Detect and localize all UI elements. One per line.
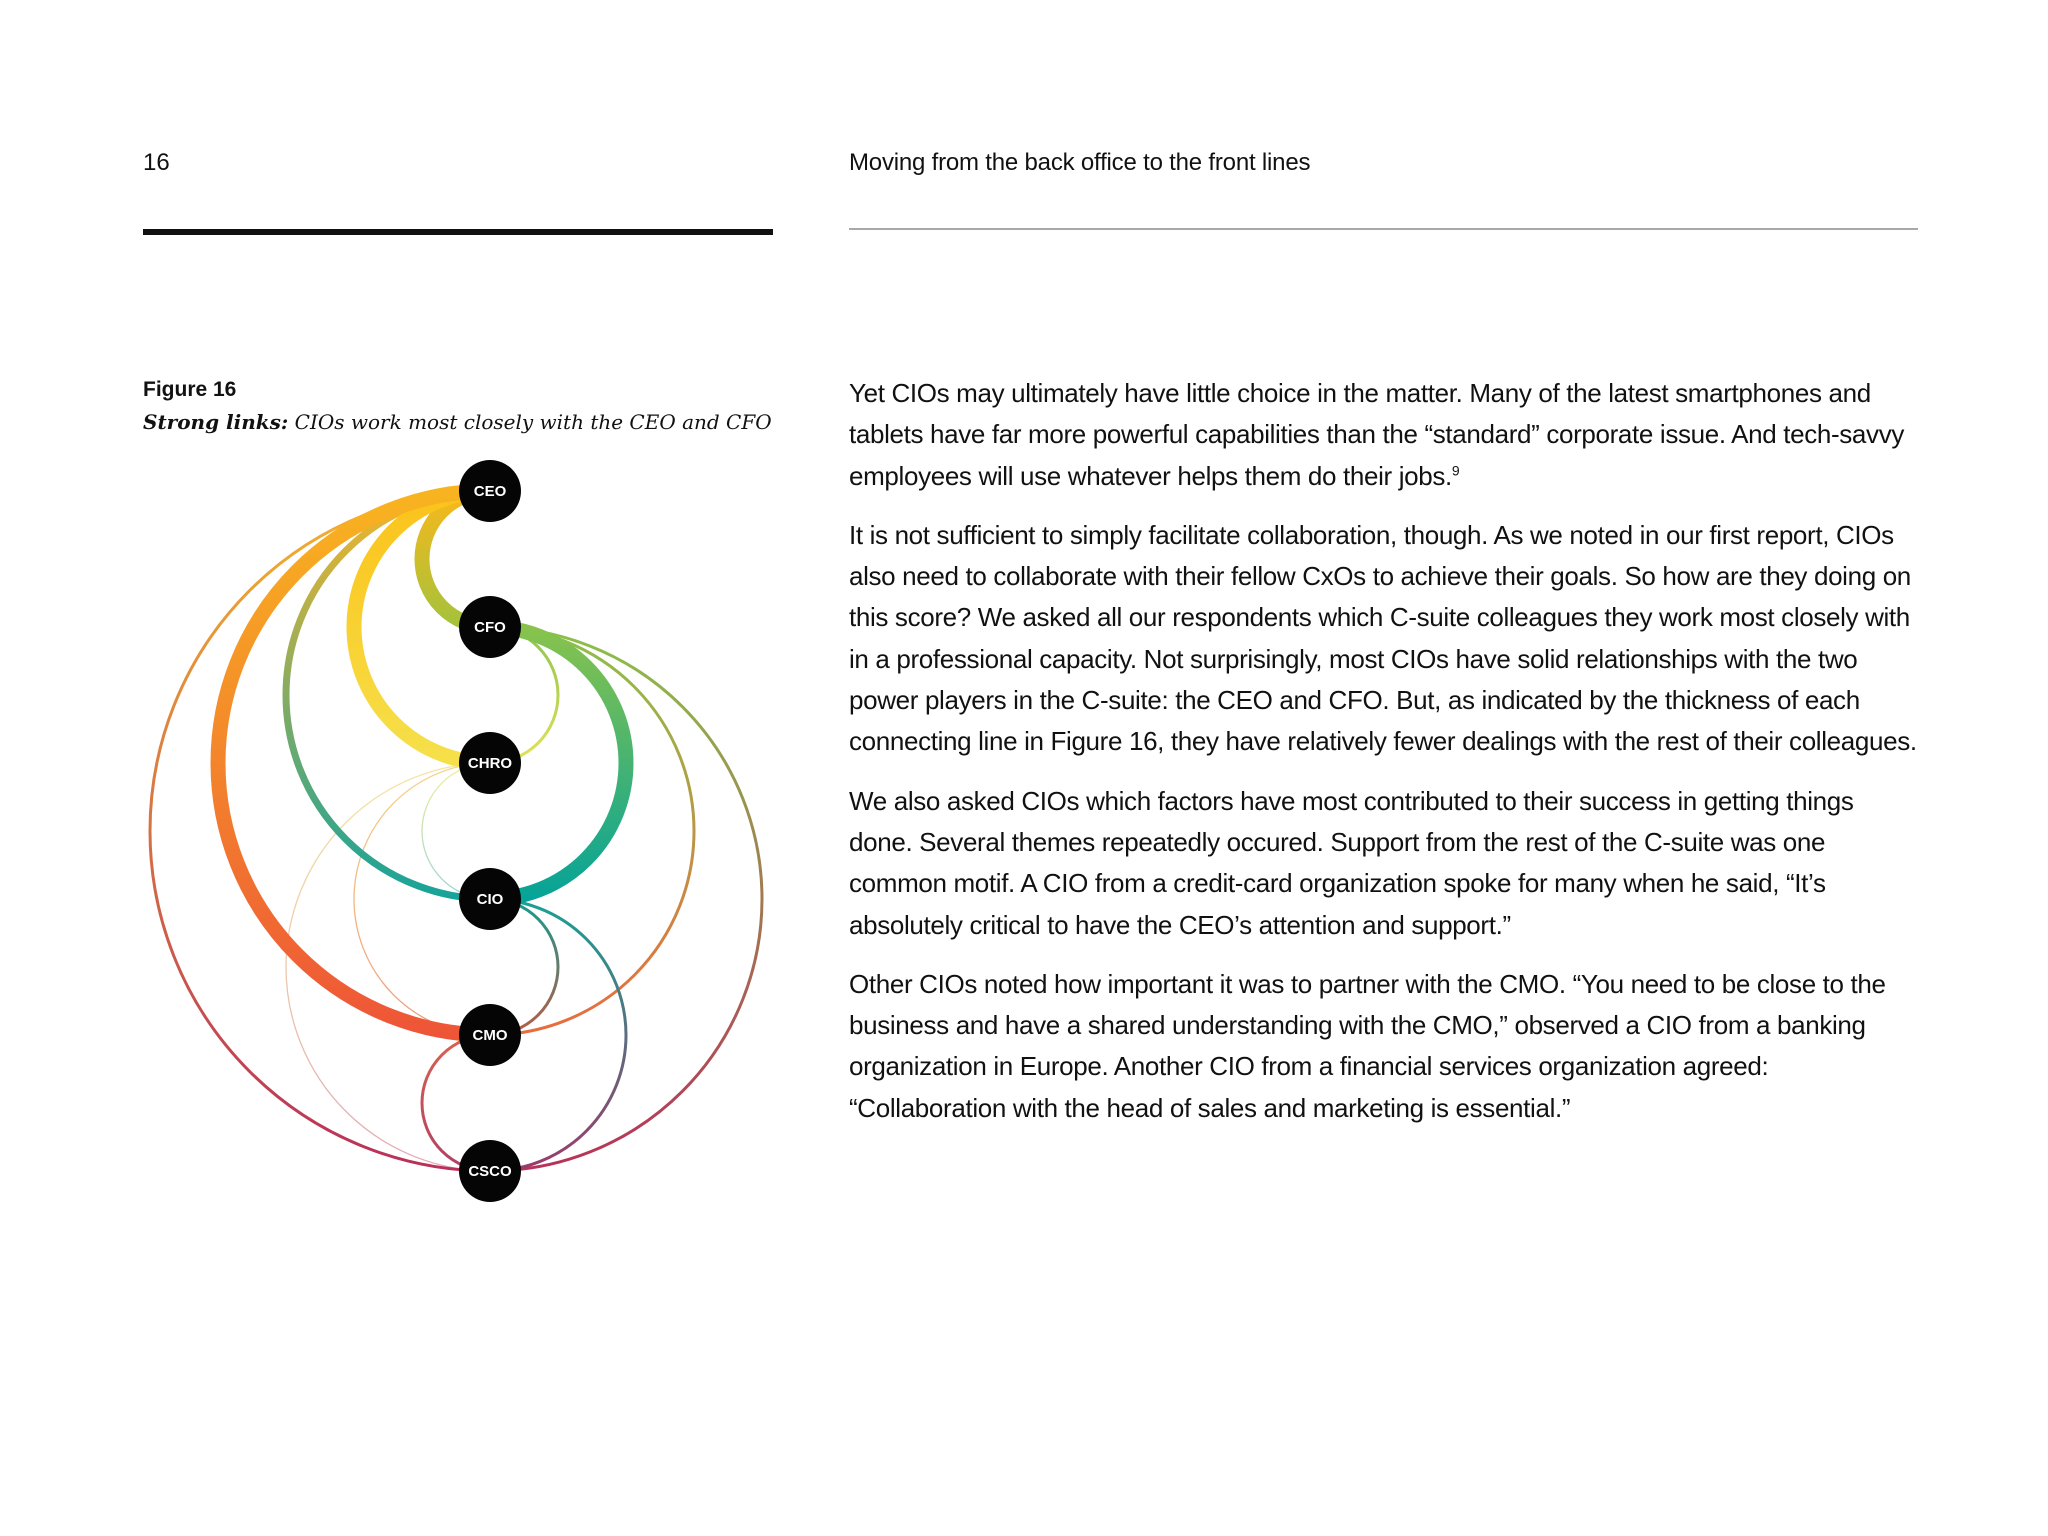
body-paragraph: We also asked CIOs which factors have most contributed to their success in getting things done. Several themes repeatedly occured. Support from the rest of the C-suite was one common motif. A CIO from a credit-card organization spoke for many when he said, “It’s absolutely critical to have the CEO’s attention and support.” [849, 785, 1854, 940]
node-label-cmo: CMO [472, 1027, 508, 1044]
page-number: 16 [143, 149, 170, 176]
running-title: Moving from the back office to the front lines [849, 149, 1311, 176]
node-label-ceo: CEO [473, 483, 507, 500]
node-label-cfo: CFO [474, 619, 506, 636]
body-paragraph: Other CIOs noted how important it was to partner with the CMO. “You need to be close to the business and have a shared understanding with the CMO,” observed a CIO from a banking organization in Europe. Another CIO from a financial services organization agreed: “Collaboration with the head of sales and marketing is essential.” [849, 968, 1886, 1123]
figure-caption-lead: Strong links: [143, 410, 289, 434]
node-label-csco: CSCO [468, 1163, 512, 1180]
figure-caption [143, 407, 783, 437]
figure-caption-text: CIOs work most closely with the CEO and CFO [288, 410, 772, 434]
header-rule-left [143, 229, 773, 235]
node-label-cio: CIO [476, 891, 504, 908]
node-layer [459, 460, 521, 1202]
body-paragraph: It is not sufficient to simply facilitate collaboration, though. As we noted in our first report, CIOs also need to collaborate with their fellow CxOs to achieve their goals. So how are they doing on this score? We asked all our respondents which C-suite colleagues they work most closely with in a professional capacity. Not surprisingly, most CIOs have solid relationships with the two power players in the C-suite: the CEO and CFO. But, as indicated by the thickness of each connecting line in Figure 16, they have relatively fewer dealings with the rest of their colleagues. [849, 519, 1917, 757]
body-paragraph-text: Yet CIOs may ultimately have little choice in the matter. Many of the latest smartphones and tablets have far more powerful capabilities than the “standard” corporate issue. And tech-savvy employees will use whatever helps them do their jobs. [849, 378, 1904, 491]
node-label-chro: CHRO [467, 755, 513, 772]
body-paragraph [849, 373, 1919, 497]
header-rule-right [849, 228, 1918, 230]
arc-layer [150, 491, 762, 1171]
footnote-marker: 9 [1451, 461, 1460, 478]
network-arc-diagram [140, 455, 780, 1215]
figure-number: Figure 16 [143, 378, 237, 401]
body-copy [849, 373, 1919, 1147]
